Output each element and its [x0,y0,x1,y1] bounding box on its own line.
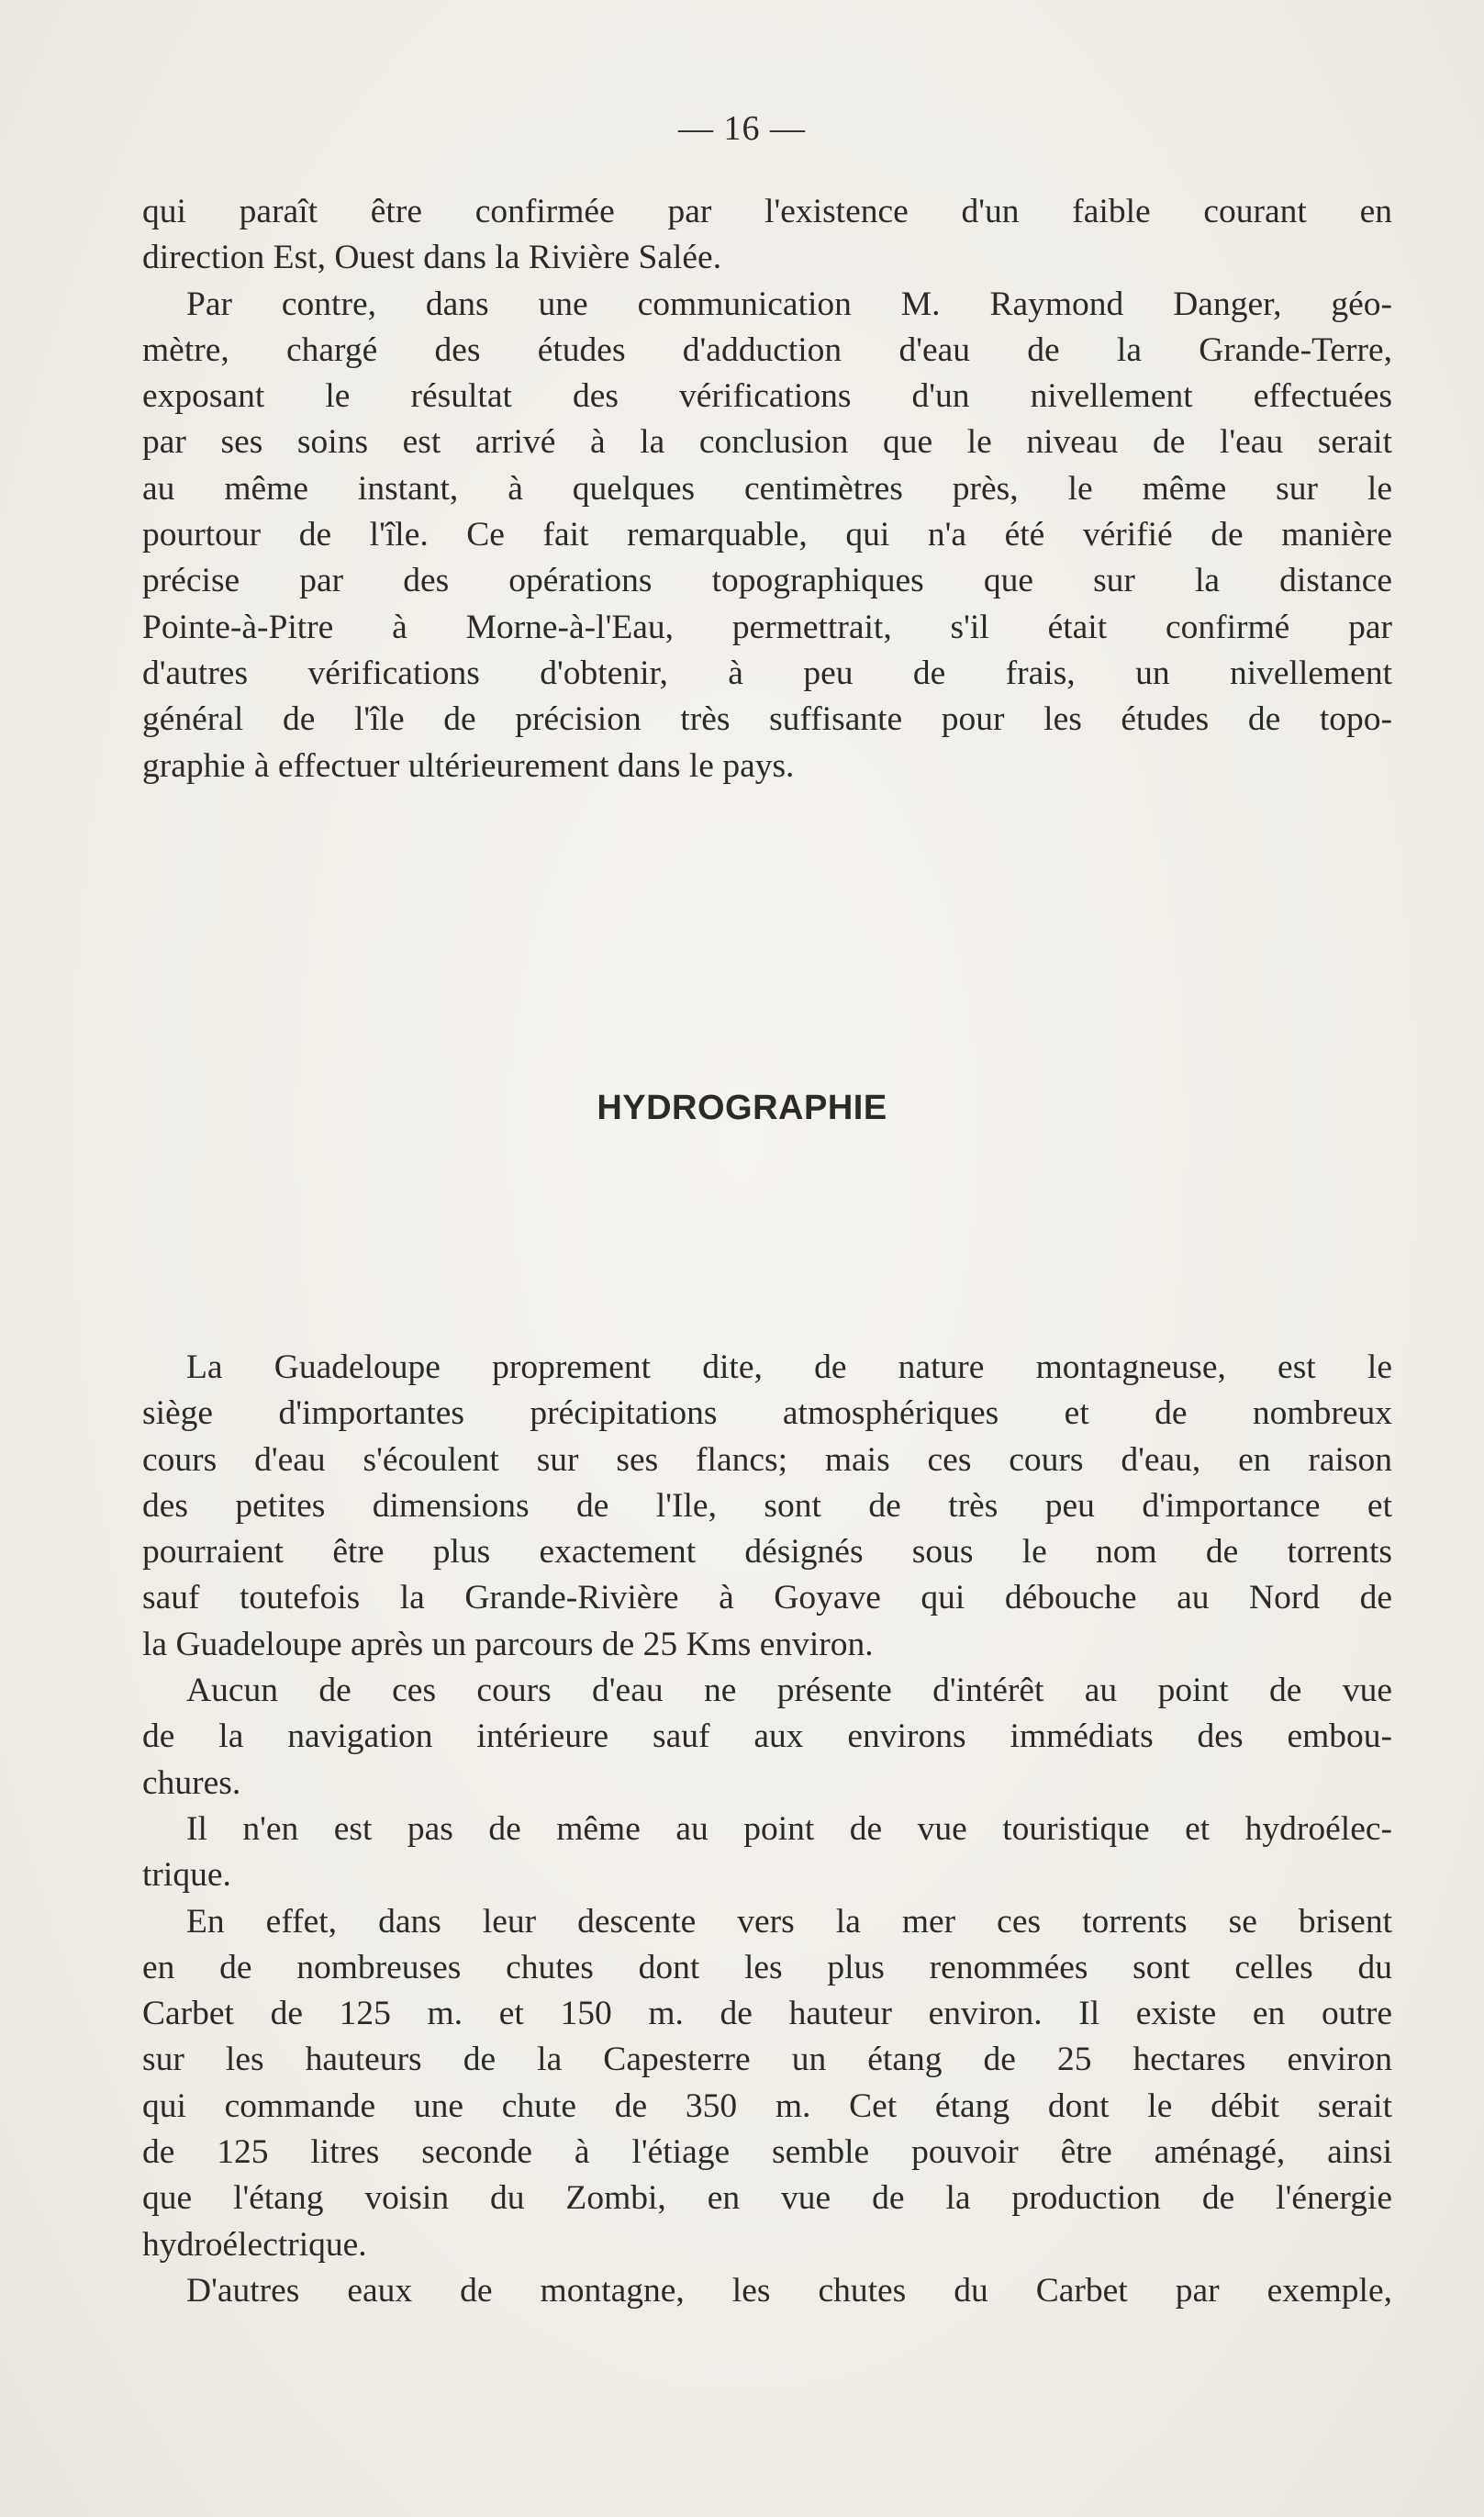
text-line: pourtour de l'île. Ce fait remarquable, qui n'a été vérifié de manière [142,516,1392,554]
text-line: Par contre, dans une communication M. Raymond Danger, géo- [186,285,1392,323]
text-line: sur les hauteurs de la Capesterre un étang de 25 hectares environ [142,2041,1392,2079]
text-line: en de nombreuses chutes dont les plus renommées sont celles du [142,1948,1392,1986]
section-heading-hydrographie: HYDROGRAPHIE [597,1089,887,1127]
text-line: En effet, dans leur descente vers la mer ces torrents se brisent [186,1902,1392,1941]
text-line: pourraient être plus exactement désignés sous le nom de torrents [142,1533,1392,1572]
text-line: Pointe-à-Pitre à Morne-à-l'Eau, permettrait, s'il était confirmé par [142,608,1392,646]
text-line: Aucun de ces cours d'eau ne présente d'intérêt au point de vue [186,1672,1392,1710]
paragraph [142,1807,1392,1899]
text-line: au même instant, à quelques centimètres près, le même sur le [142,469,1392,508]
text-line: siège d'importantes précipitations atmosphériques et de nombreux [142,1394,1392,1433]
text-line: D'autres eaux de montagne, les chutes du Carbet par exemple, [186,2271,1392,2310]
text-line: précise par des opérations topographiques que sur la distance [142,562,1392,600]
paragraph [142,1899,1392,2268]
text-line: d'autres vérifications d'obtenir, à peu de frais, un nivellement [142,654,1392,692]
text-line: qui commande une chute de 350 m. Cet étang dont le débit serait [142,2086,1392,2125]
text-line: de la navigation intérieure sauf aux environs immédiats des embou- [142,1717,1392,1756]
text-line: exposant le résultat des vérifications d'un nivellement effectuées [142,377,1392,416]
text-line: la Guadeloupe après un parcours de 25 Kms environ. [142,1625,874,1663]
paragraph [142,2268,1392,2314]
text-line: des petites dimensions de l'Ile, sont de très peu d'importance et [142,1486,1392,1525]
text-line: mètre, chargé des études d'adduction d'eau de la Grande-Terre, [142,330,1392,369]
text-line: de 125 litres seconde à l'étiage semble pouvoir être aménagé, ainsi [142,2133,1392,2172]
page-number: — 16 — [678,109,806,148]
text-line: que l'étang voisin du Zombi, en vue de la production de l'énergie [142,2179,1392,2218]
text-line: La Guadeloupe proprement dite, de nature montagneuse, est le [186,1348,1392,1386]
paragraph [142,1668,1392,1807]
text-line: Il n'en est pas de même au point de vue touristique et hydroélec- [186,1809,1392,1848]
text-line: général de l'île de précision très suffisante pour les études de topo- [142,700,1392,739]
paragraph [142,189,1392,282]
text-line: direction Est, Ouest dans la Rivière Salée. [142,239,722,277]
text-line: hydroélectrique. [142,2225,367,2264]
paragraph [142,282,1392,789]
text-line: chures. [142,1763,241,1802]
text-line: cours d'eau s'écoulent sur ses flancs; mais ces cours d'eau, en raison [142,1440,1392,1479]
text-line: Carbet de 125 m. et 150 m. de hauteur environ. Il existe en outre [142,1995,1392,2033]
section-hydrographie-text [142,1345,1392,2314]
text-line: graphie à effectuer ultérieurement dans le pays. [142,746,795,785]
section-intro-text [142,189,1392,789]
paragraph [142,1345,1392,1668]
text-line: trique. [142,1856,231,1895]
text-line: par ses soins est arrivé à la conclusion que le niveau de l'eau serait [142,423,1392,462]
text-line: qui paraît être confirmée par l'existence d'un faible courant en [142,193,1392,230]
text-line: sauf toutefois la Grande-Rivière à Goyave qui débouche au Nord de [142,1579,1392,1617]
